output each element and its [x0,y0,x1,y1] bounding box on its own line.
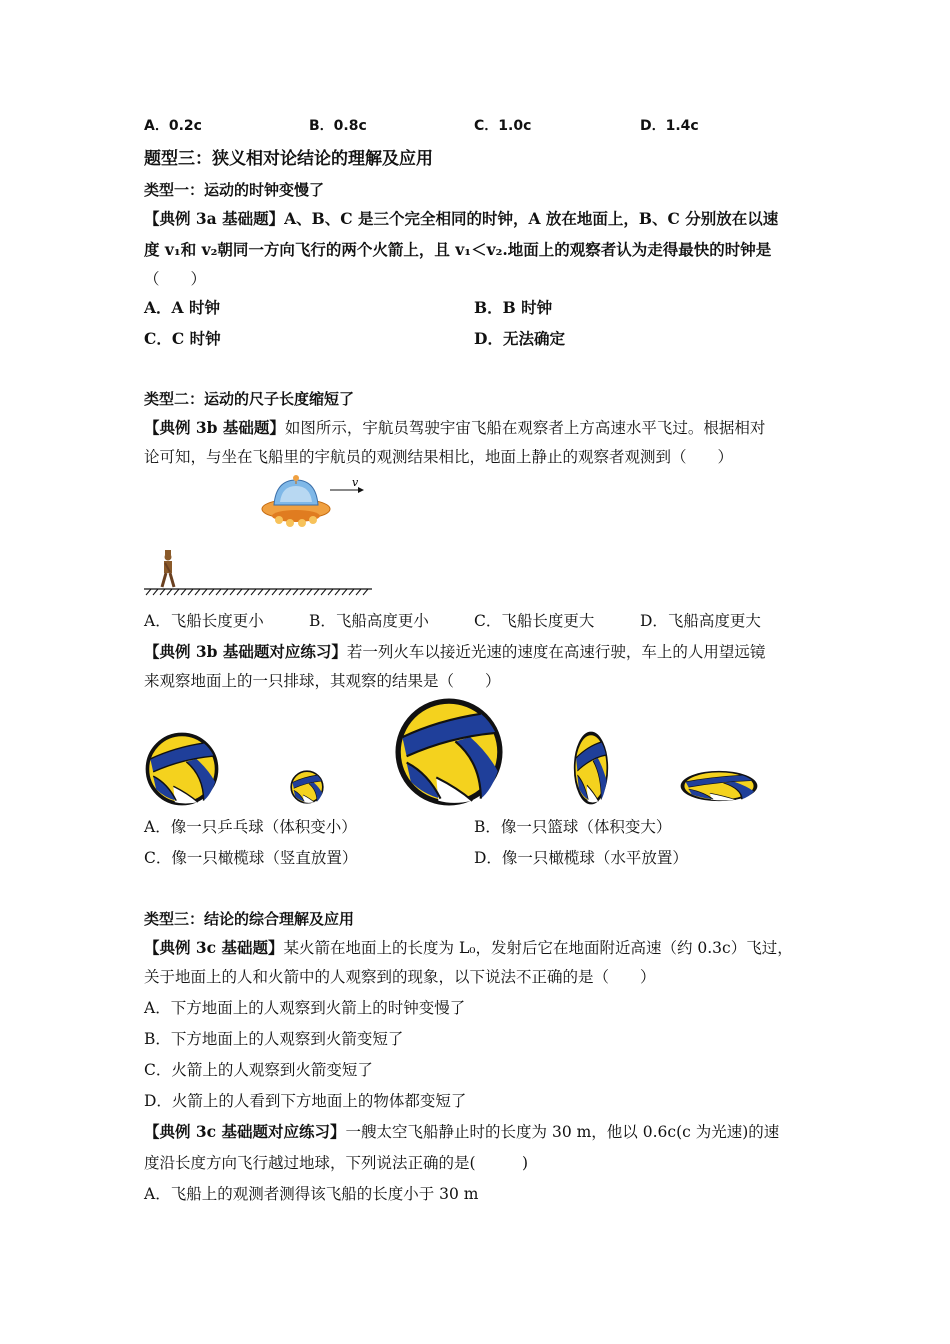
type3-option-b: B．下方地面上的人观察到火箭变短了 [144,1030,404,1048]
ufo-figure [140,472,380,604]
type1-question-line1: 【典例 3a 基础题】A、B、C 是三个完全相同的时钟，A 放在地面上，B、C 分别放在以速 [144,209,779,228]
type2-question-line2: 论可知，与坐在飞船里的宇航员的观测结果相比，地面上静止的观察者观测到（ ） [144,448,734,466]
type1-option-b: B．B 时钟 [474,298,553,317]
ground-line [144,589,372,595]
type2-practice-option-a: A．像一只乒乓球（体积变小） [144,818,357,836]
type2-heading: 类型二：运动的尺子长度缩短了 [144,390,355,408]
type1-question-line3: （ ） [144,270,207,288]
type2-question-label: 【典例 3b 基础题】 [144,418,285,437]
type2-question-line1: 【典例 3b 基础题】如图所示，宇航员驾驶宇宙飞船在观察者上方高速水平飞过。根据相对 [144,418,766,437]
volleyball-horizontal-icon [683,772,756,801]
type1-option-a: A．A 时钟 [144,298,220,317]
volleyball-small-icon [291,771,323,803]
type3-question-label: 【典例 3c 基础题】 [144,938,284,957]
type3-practice-label: 【典例 3c 基础题对应练习】 [144,1122,346,1141]
volleyball-vertical-icon [575,733,608,802]
type3-practice-line2: 度沿长度方向飞行越过地球，下列说法正确的是( ) [144,1154,529,1172]
type3-heading: 类型三：结论的综合理解及应用 [144,910,355,928]
type1-question-line2: 度 v₁和 v₂朝同一方向飞行的两个火箭上，且 v₁＜v₂.地面上的观察者认为走得最快的时钟是 [144,240,772,259]
type1-option-d: D．无法确定 [474,329,565,348]
type1-question-label: 【典例 3a 基础题】 [144,209,285,228]
type2-practice-label: 【典例 3b 基础题对应练习】 [144,642,347,661]
type3-question-line2: 关于地面上的人和火箭中的人观察到的现象，以下说法不正确的是（ ） [144,968,656,986]
prev-option-d: D．1.4c [640,118,699,134]
prev-option-c: C．1.0c [474,118,532,134]
ufo-icon [262,475,330,527]
type2-practice-line1: 【典例 3b 基础题对应练习】若一列火车以接近光速的速度在高速行驶，车上的人用望远镜 [144,642,766,661]
type2-practice-option-c: C．像一只橄榄球（竖直放置） [144,849,358,867]
volleyball-large-icon [398,701,500,803]
type2-option-d: D．飞船高度更大 [640,612,761,630]
type3-option-d: D．火箭上的人看到下方地面上的物体都变短了 [144,1092,467,1110]
type2-practice-line2: 来观察地面上的一只排球，其观察的结果是（ ） [144,672,501,690]
type2-practice-option-d: D．像一只橄榄球（水平放置） [474,849,688,867]
volleyball-options-figure [140,696,770,810]
velocity-arrow-icon [330,487,364,493]
observer-icon [162,550,174,587]
type3-practice-line1: 【典例 3c 基础题对应练习】一艘太空飞船静止时的长度为 30 m，他以 0.6c(c 为光速)的速 [144,1122,780,1141]
type3-option-a: A．下方地面上的人观察到火箭上的时钟变慢了 [144,999,466,1017]
velocity-label: v [352,476,359,489]
type2-option-c: C．飞船长度更大 [474,612,595,630]
type2-practice-option-b: B．像一只篮球（体积变大） [474,818,672,836]
type3-option-c: C．火箭上的人观察到火箭变短了 [144,1061,373,1079]
type2-option-a: A．飞船长度更小 [144,612,264,630]
type3-practice-option-a: A．飞船上的观测者测得该飞船的长度小于 30 m [144,1185,479,1203]
prev-option-a: A．0.2c [144,118,202,134]
type2-option-b: B．飞船高度更小 [309,612,429,630]
type1-heading: 类型一：运动的时钟变慢了 [144,181,325,199]
section-title: 题型三：狭义相对论结论的理解及应用 [144,149,433,169]
type1-option-c: C．C 时钟 [144,329,221,348]
type3-question-line1: 【典例 3c 基础题】某火箭在地面上的长度为 L₀，发射后它在地面附近高速（约 0.3c）飞过， [144,938,793,957]
volleyball-original-icon [147,734,216,803]
prev-option-b: B．0.8c [309,118,367,134]
